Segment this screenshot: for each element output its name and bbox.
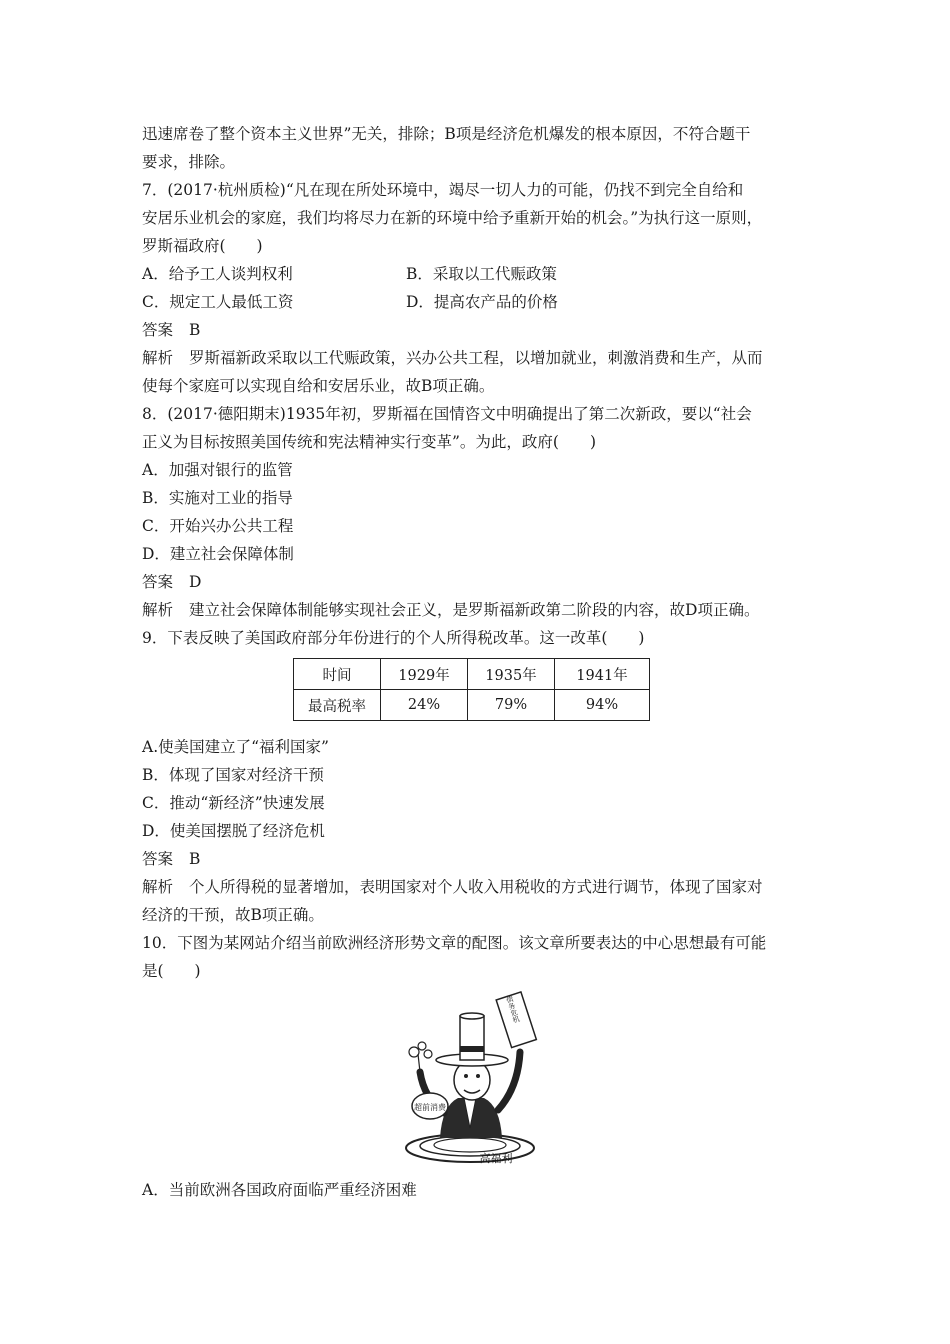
table-cell: 1929年: [381, 659, 468, 690]
question-7-options-row: [142, 288, 822, 316]
table-cell: 时间: [294, 659, 381, 690]
option-a: A．给予工人谈判权利: [142, 265, 293, 283]
table-cell: 1935年: [468, 659, 555, 690]
tax-rate-table: [293, 658, 650, 721]
table-cell: 最高税率: [294, 690, 381, 721]
text-line: 迅速席卷了整个资本主义世界”无关，排除；B项是经济危机爆发的根本原因，不符合题干: [142, 125, 751, 143]
question-7-stem: 7．(2017·杭州质检)“凡在现在所处环境中，竭尽一切人力的可能，仍找不到完全自给和: [142, 181, 744, 199]
option-a: A.使美国建立了“福利国家”: [142, 738, 329, 756]
answer-line: [142, 845, 822, 873]
cartoon-svg: [400, 988, 540, 1168]
answer-label: 答案: [142, 573, 174, 591]
table-cell: 24%: [381, 690, 468, 721]
analysis-label: 解析: [142, 349, 174, 367]
analysis-text: 个人所得税的显著增加，表明国家对个人收入用税收的方式进行调节，体现了国家对: [189, 878, 763, 896]
answer-line: [142, 316, 822, 344]
answer-label: 答案: [142, 321, 174, 339]
answer-label: 答案: [142, 850, 174, 868]
analysis-label: 解析: [142, 601, 174, 619]
analysis-text: 建立社会保障体制能够实现社会正义，是罗斯福新政第二阶段的内容，故D项正确。: [189, 601, 760, 619]
question-10-stem: 10．下图为某网站介绍当前欧洲经济形势文章的配图。该文章所要表达的中心思想最有可能: [142, 934, 767, 952]
table-row: [294, 690, 650, 721]
question-7-options-row: [142, 260, 822, 288]
cartoon-illustration: [400, 988, 540, 1168]
option-b: B．实施对工业的指导: [142, 489, 293, 507]
option-c: C．推动“新经济”快速发展: [142, 794, 325, 812]
option-a: A．加强对银行的监管: [142, 461, 293, 479]
option-d: D．使美国摆脱了经济危机: [142, 822, 325, 840]
option-a: A．当前欧洲各国政府面临严重经济困难: [142, 1181, 417, 1199]
question-9-stem: 9．下表反映了美国政府部分年份进行的个人所得税改革。这一改革( ): [142, 629, 645, 647]
option-c: C．规定工人最低工资: [142, 293, 294, 311]
option-d: D．建立社会保障体制: [142, 545, 294, 563]
question-8-stem: 8．(2017·德阳期末)1935年初，罗斯福在国情咨文中明确提出了第二次新政，要以“社会: [142, 405, 752, 423]
answer-value: B: [189, 321, 201, 339]
tax-table-wrapper: [293, 658, 822, 721]
answer-value: D: [189, 573, 202, 591]
answer-value: B: [189, 850, 201, 868]
pool-label: 高福利: [479, 1152, 513, 1165]
option-d: D．提高农产品的价格: [406, 293, 558, 311]
analysis-line: [142, 873, 822, 901]
analysis-line: [142, 596, 822, 624]
bag-label: 超前消费: [414, 1103, 446, 1112]
analysis-label: 解析: [142, 878, 174, 896]
table-header-row: [294, 659, 650, 690]
table-cell: 79%: [468, 690, 555, 721]
paper-label: 债务危机: [504, 994, 521, 1024]
question-10-stem: 是( ): [142, 962, 201, 980]
analysis-line: [142, 344, 822, 372]
analysis-text: 使每个家庭可以实现自给和安居乐业，故B项正确。: [142, 377, 495, 395]
table-cell: 1941年: [555, 659, 650, 690]
option-b: B．体现了国家对经济干预: [142, 766, 324, 784]
question-7-stem: 罗斯福政府( ): [142, 237, 263, 255]
option-c: C．开始兴办公共工程: [142, 517, 294, 535]
analysis-text: 经济的干预，故B项正确。: [142, 906, 324, 924]
document-page: [142, 120, 822, 985]
text-line: 要求，排除。: [142, 153, 236, 171]
analysis-text: 罗斯福新政采取以工代赈政策，兴办公共工程，以增加就业，刺激消费和生产，从而: [189, 349, 763, 367]
question-7-stem: 安居乐业机会的家庭，我们均将尽力在新的环境中给予重新开始的机会。”为执行这一原则，: [142, 209, 763, 227]
option-b: B．采取以工代赈政策: [406, 265, 557, 283]
answer-line: [142, 568, 822, 596]
table-cell: 94%: [555, 690, 650, 721]
question-8-stem: 正义为目标按照美国传统和宪法精神实行变革”。为此，政府( ): [142, 433, 597, 451]
